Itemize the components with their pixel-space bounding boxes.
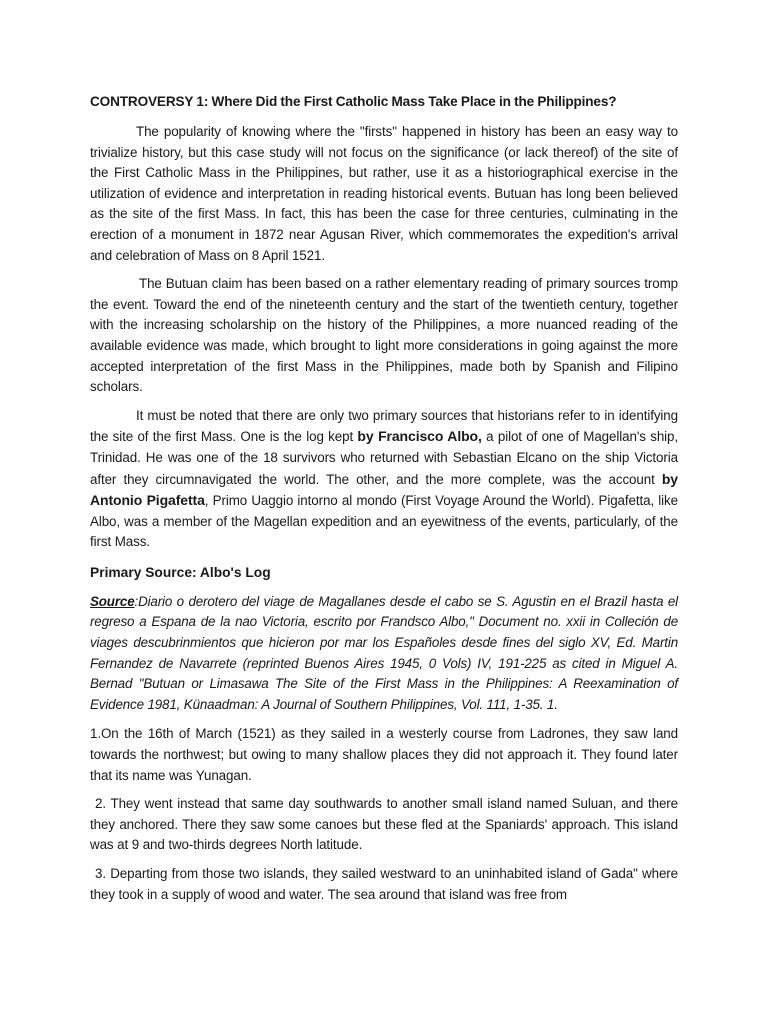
section-heading-albos-log: Primary Source: Albo's Log: [90, 564, 271, 580]
log-item-1: 1.On the 16th of March (1521) as they sailed in a westerly course from Ladrones, they saw land towards the northwest; but owing to many shallow places they did not approach it. They found later that its name was Yunagan.: [90, 726, 678, 783]
log-item-2: 2. They went instead that same day southwards to another small island named Suluan, and there they anchored. There they saw some canoes but these fled at the Spaniards' approach. This island was at 9 and two-thirds degrees North latitude.: [90, 796, 678, 853]
paragraph-primary-sources: [90, 406, 678, 553]
log-item-3: 3. Departing from those two islands, they sailed westward to an uninhabited island of Gada" where they took in a supply of wood and water. The sea around that island was free from: [90, 866, 678, 902]
source-label: Source: [90, 593, 135, 609]
paragraph-popularity: The popularity of knowing where the "firsts" happened in history has been an easy way to trivialize history, but this case study will not focus on the significance (or lack thereof) of the site of the First Catholic Mass in the Philippines, but rather, use it as a historiographical exercise in the utilization of evidence and interpretation in reading historical events. Butuan has long been believed as the site of the first Mass. In fact, this has been the case for three centuries, culminating in the erection of a monument in 1872 near Agusan River, which commemorates the expedition's arrival and celebration of Mass on 8 April 1521.: [90, 124, 678, 263]
pigafetta-name: by Antonio Pigafetta: [90, 470, 678, 509]
document-title: CONTROVERSY 1: Where Did the First Catholic Mass Take Place in the Philippines?: [90, 94, 617, 109]
document-page: [90, 92, 678, 913]
source-citation-text: :Diario o derotero del viage de Magallanes desde el cabo se S. Agustin en el Brazil hasta el regreso a Espana de la nao Victoria, escrito por Frandsco Albo," Document no. xxii in Colleción de viages descubrinmientos que hicieron por mar los Españoles desde fines del siglo XV, Ed. Martin Fernandez de Navarrete (reprinted Buenos Aires 1945, 0 Vols) IV, 191-225 as cited in Miguel A. Bernad "Butuan or Limasawa The Site of the First Mass in the Philippines: A Reexamination of Evidence 1981, Künaadman: A Journal of Southern Philippines, Vol. 111, 1-35. 1.: [90, 593, 678, 712]
albo-name: by Francisco Albo,: [357, 428, 482, 445]
paragraph-text-part: a pilot of one of Magellan's ship, Trinidad. He was one of the 18 survivors who returned with Sebastian Elcano on the ship Victoria after they circumnavigated the world. The other, and the more complete, was the account: [90, 429, 679, 487]
source-citation: [90, 592, 678, 716]
paragraph-text-part: , Primo Uaggio intorno al mondo (First Voyage Around the World). Pigafetta, like Albo, was a member of the Magellan expedition and an eyewitness of the events, particularly, of the first Mass.: [90, 493, 678, 550]
paragraph-text-part: It must be noted that there are only two primary sources that historians refer to in identifying the site of the first Mass. One is the log kept: [90, 407, 678, 445]
paragraph-butuan-claim: The Butuan claim has been based on a rather elementary reading of primary sources tromp the event. Toward the end of the nineteenth century and the start of the twentieth century, together with the increasing scholarship on the history of the Philippines, a more nuanced reading of the available evidence was made, which brought to light more considerations in going against the more accepted interpretation of the first Mass in the Philippines, made both by Spanish and Filipino scholars.: [90, 276, 678, 395]
